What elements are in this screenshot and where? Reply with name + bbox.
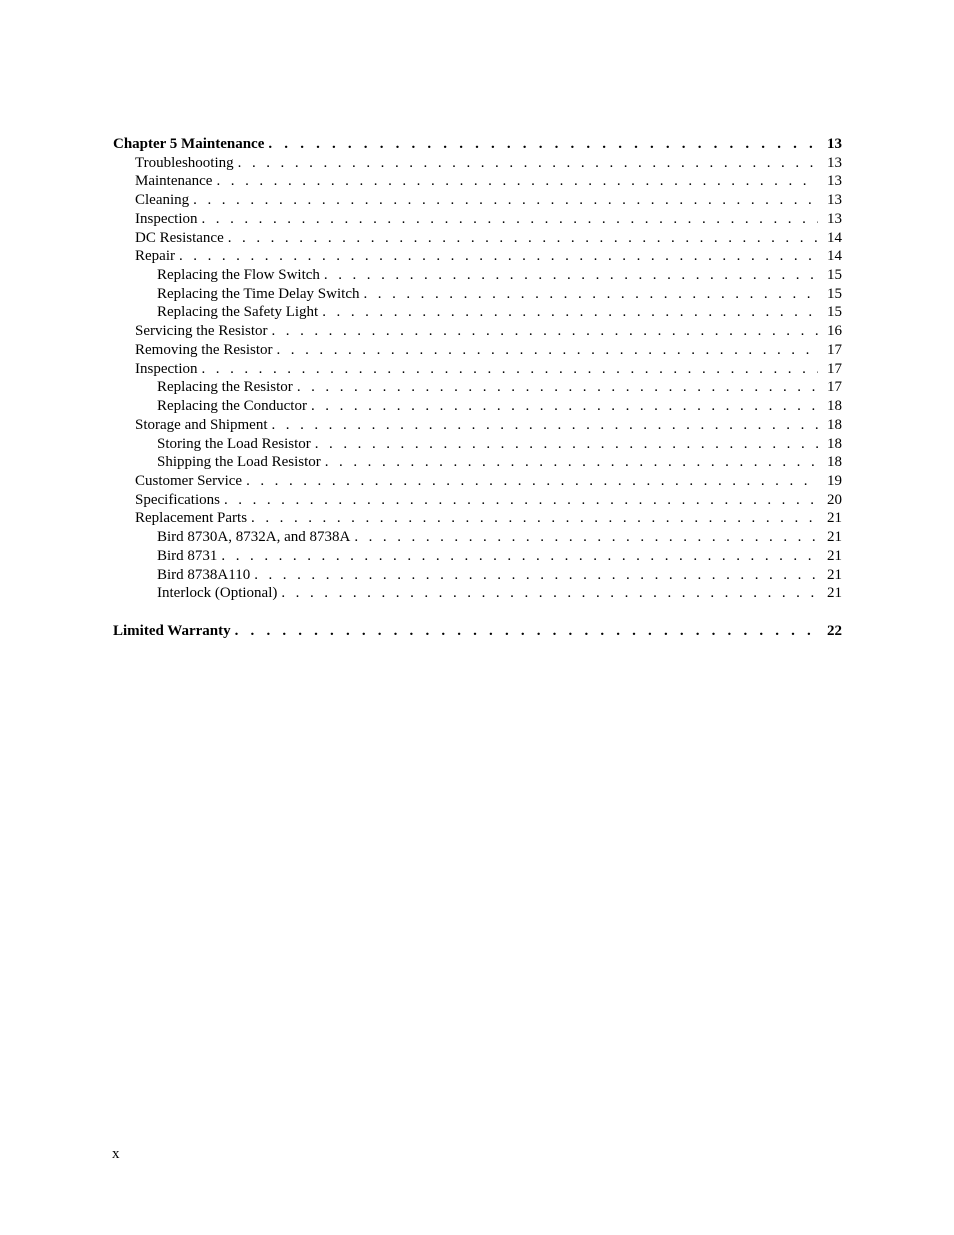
toc-entry[interactable]: [113, 172, 842, 191]
dot-leader: [251, 509, 818, 528]
toc-entry[interactable]: [113, 472, 842, 491]
toc-entry-title: Replacing the Time Delay Switch: [157, 285, 360, 302]
toc-subentry[interactable]: [113, 528, 842, 547]
toc-entry-page: 20: [827, 491, 842, 508]
toc-entry-page: 18: [827, 454, 842, 471]
toc-entry-page: 14: [827, 229, 842, 246]
toc-entry-page: 21: [827, 529, 842, 546]
toc-entry-title: Replacing the Flow Switch: [157, 267, 320, 284]
dot-leader: [221, 547, 818, 566]
dot-leader: [315, 435, 818, 454]
toc-entry-page: 21: [827, 566, 842, 583]
toc-subentry[interactable]: [113, 266, 842, 285]
toc-chapter-5-entry[interactable]: [113, 135, 842, 154]
toc-entry-title: Interlock (Optional): [157, 585, 278, 602]
dot-leader: [268, 135, 818, 154]
toc-entry-page: 13: [827, 173, 842, 190]
toc-entry[interactable]: [113, 509, 842, 528]
toc-entry-title: Chapter 5 Maintenance: [113, 136, 265, 152]
toc-entry[interactable]: [113, 191, 842, 210]
toc-entry-title: Limited Warranty: [113, 622, 231, 639]
toc-entry-page: 16: [827, 323, 842, 340]
dot-leader: [311, 397, 818, 416]
dot-leader: [179, 247, 818, 266]
toc-entry-title: Repair: [135, 248, 175, 265]
toc-entry-page: 17: [827, 379, 842, 396]
table-of-contents: [113, 135, 842, 640]
toc-entry-title: Bird 8738A110: [157, 566, 251, 583]
toc-entry[interactable]: [113, 341, 842, 360]
toc-entry-page: 14: [827, 248, 842, 265]
dot-leader: [271, 322, 818, 341]
toc-entry-page: 13: [827, 210, 842, 227]
dot-leader: [281, 584, 818, 603]
toc-entry[interactable]: [113, 154, 842, 173]
toc-entry-title: Inspection: [135, 360, 198, 377]
toc-entry-title: Servicing the Resistor: [135, 323, 268, 340]
dot-leader: [238, 154, 818, 173]
toc-entry-title: Specifications: [135, 491, 220, 508]
toc-subentry[interactable]: [113, 453, 842, 472]
dot-leader: [216, 172, 818, 191]
dot-leader: [324, 266, 818, 285]
toc-entry-page: 15: [827, 267, 842, 284]
toc-entry-title: Removing the Resistor: [135, 341, 273, 358]
dot-leader: [193, 191, 818, 210]
toc-entry-title: Storage and Shipment: [135, 416, 268, 433]
toc-entry[interactable]: [113, 210, 842, 229]
toc-subentry[interactable]: [113, 397, 842, 416]
toc-entry-page: 15: [827, 304, 842, 321]
toc-entry-page: 13: [827, 154, 842, 171]
toc-subentry[interactable]: [113, 547, 842, 566]
toc-subentry[interactable]: [113, 584, 842, 603]
toc-subentry[interactable]: [113, 285, 842, 304]
toc-entry-page: 21: [827, 547, 842, 564]
dot-leader: [322, 303, 818, 322]
toc-entry-page: 13: [827, 192, 842, 209]
dot-leader: [201, 210, 818, 229]
toc-entry[interactable]: [113, 360, 842, 379]
toc-entry-page: 17: [827, 360, 842, 377]
dot-leader: [201, 360, 818, 379]
toc-entry-title: Customer Service: [135, 472, 243, 489]
dot-leader: [277, 341, 819, 360]
toc-entry-page: 15: [827, 285, 842, 302]
page-folio: x: [112, 1146, 120, 1162]
toc-entry-title: Bird 8731: [157, 547, 218, 564]
toc-entry-page: 18: [827, 435, 842, 452]
toc-entry-page: 19: [827, 472, 842, 489]
toc-subentry[interactable]: [113, 435, 842, 454]
dot-leader: [297, 378, 818, 397]
toc-entry-title: Shipping the Load Resistor: [157, 454, 321, 471]
dot-leader: [254, 566, 818, 585]
toc-entry-title: DC Resistance: [135, 229, 224, 246]
toc-entry-page: 22: [827, 622, 842, 639]
toc-entry[interactable]: [113, 416, 842, 435]
toc-entry-title: Maintenance: [135, 173, 213, 190]
toc-entry[interactable]: [113, 491, 842, 510]
toc-subentry[interactable]: [113, 566, 842, 585]
toc-entry-title: Inspection: [135, 210, 198, 227]
toc-limited-warranty-entry[interactable]: [113, 622, 842, 641]
toc-entry[interactable]: [113, 322, 842, 341]
toc-entry-title: Replacing the Conductor: [157, 398, 307, 415]
toc-entry-page: 21: [827, 585, 842, 602]
toc-entry[interactable]: [113, 247, 842, 266]
toc-subentry[interactable]: [113, 378, 842, 397]
toc-entry-page: 18: [827, 398, 842, 415]
dot-leader: [235, 622, 818, 641]
toc-entry-title: Storing the Load Resistor: [157, 435, 311, 452]
toc-entry-title: Cleaning: [135, 192, 190, 209]
dot-leader: [354, 528, 818, 547]
toc-entry-title: Troubleshooting: [135, 154, 234, 171]
toc-entry-page: 21: [827, 510, 842, 527]
toc-entry-title: Replacing the Safety Light: [157, 304, 319, 321]
dot-leader: [228, 229, 818, 248]
dot-leader: [246, 472, 818, 491]
toc-entry-page: 18: [827, 416, 842, 433]
dot-leader: [224, 491, 818, 510]
dot-leader: [363, 285, 818, 304]
dot-leader: [325, 453, 818, 472]
toc-entry[interactable]: [113, 229, 842, 248]
toc-entry-title: Replacing the Resistor: [157, 379, 293, 396]
toc-entry-page: 17: [827, 341, 842, 358]
toc-entry-title: Replacement Parts: [135, 510, 248, 527]
toc-entry-page: 13: [827, 136, 842, 152]
dot-leader: [271, 416, 818, 435]
toc-entry-title: Bird 8730A, 8732A, and 8738A: [157, 529, 351, 546]
toc-subentry[interactable]: [113, 303, 842, 322]
